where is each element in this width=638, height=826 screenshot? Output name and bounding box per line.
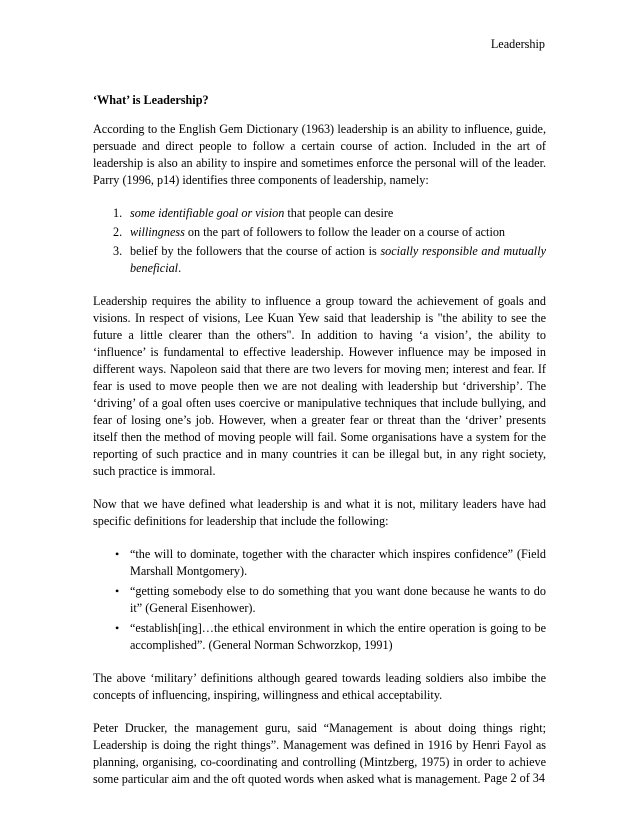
list-item <box>93 546 546 580</box>
list-text: “establish[ing]…the ethical environment in which the entire operation is going to be accomplished”. (General Norman Schworzkop, 1991) <box>130 621 546 652</box>
list-item <box>93 205 546 222</box>
bullet-icon: • <box>115 547 120 561</box>
list-text: “the will to dominate, together with the character which inspires confidence” (Field Marshall Montgomery). <box>130 547 546 578</box>
document-body <box>93 92 546 788</box>
list-text: that people can desire <box>284 206 394 220</box>
list-item <box>93 583 546 617</box>
list-number: 2. <box>113 225 123 239</box>
list-text: “getting somebody else to do something that you want done because he wants to do it” (General Eisenhower). <box>130 584 546 615</box>
bullet-icon: • <box>115 584 120 598</box>
list-emphasis: some identifiable goal or vision <box>130 206 285 220</box>
page-number: Page 2 of 34 <box>483 771 545 785</box>
list-emphasis: socially responsible and mutually beneficial <box>130 244 546 275</box>
paragraph-influence: Leadership requires the ability to influence a group toward the achievement of goals and visions. In respect of visions, Lee Kuan Yew said that leadership is "the ability to see the future a little clearer than the others". In addition to having ‘a vision’, the ability to ‘influence’ is fundamental to effective leadership. However influence may be imposed in different ways. Napoleon said that there are two levers for moving men; interest and fear. If fear is used to move people then we are not dealing with leadership but ‘drivership’. The ‘driving’ of a goal often uses coercive or manipulative techniques that include bullying, and fear of losing one’s job. However, when a greater fear or threat than the ‘driver’ presents itself then the method of moving people will fail. Some organisations have a system for the reporting of such practice and in many countries it can be illegal but, in any right society, such practice is immoral. <box>93 294 546 478</box>
numbered-list <box>93 205 546 277</box>
bullet-icon: • <box>115 621 120 635</box>
running-header: Leadership <box>490 37 545 51</box>
paragraph-military-intro: Now that we have defined what leadership is and what it is not, military leaders have had specific definitions for leadership that include the following: <box>93 497 546 528</box>
list-text: on the part of followers to follow the leader on a course of action <box>184 225 506 239</box>
paragraph-military-summary: The above ‘military’ definitions although geared towards leading soldiers also imbibe the concepts of influencing, inspiring, willingness and ethical acceptability. <box>93 671 546 702</box>
section-heading: ‘What’ is Leadership? <box>93 93 209 107</box>
list-number: 1. <box>113 206 123 220</box>
list-emphasis: willingness <box>130 225 185 239</box>
list-item <box>93 224 546 241</box>
list-item <box>93 620 546 654</box>
bullet-list <box>93 546 546 654</box>
paragraph-drucker: Peter Drucker, the management guru, said “Management is about doing things right; Leadership is doing the right things”. Management was defined in 1916 by Henri Fayol as planning, organising, co-coordinating and controlling (Mintzberg, 1975) in order to achieve some particular aim and the oft quoted words when asked what is management. <box>93 721 546 786</box>
paragraph-definition: According to the English Gem Dictionary (1963) leadership is an ability to influence, guide, persuade and direct people to follow a certain course of action. Included in the art of leadership is also an ability to inspire and sometimes enforce the personal will of the leader. Parry (1996, p14) identifies three components of leadership, namely: <box>93 122 546 187</box>
list-text: . <box>178 261 182 275</box>
list-text: belief by the followers that the course of action is <box>130 244 381 258</box>
list-item <box>93 243 546 277</box>
list-number: 3. <box>113 244 123 258</box>
